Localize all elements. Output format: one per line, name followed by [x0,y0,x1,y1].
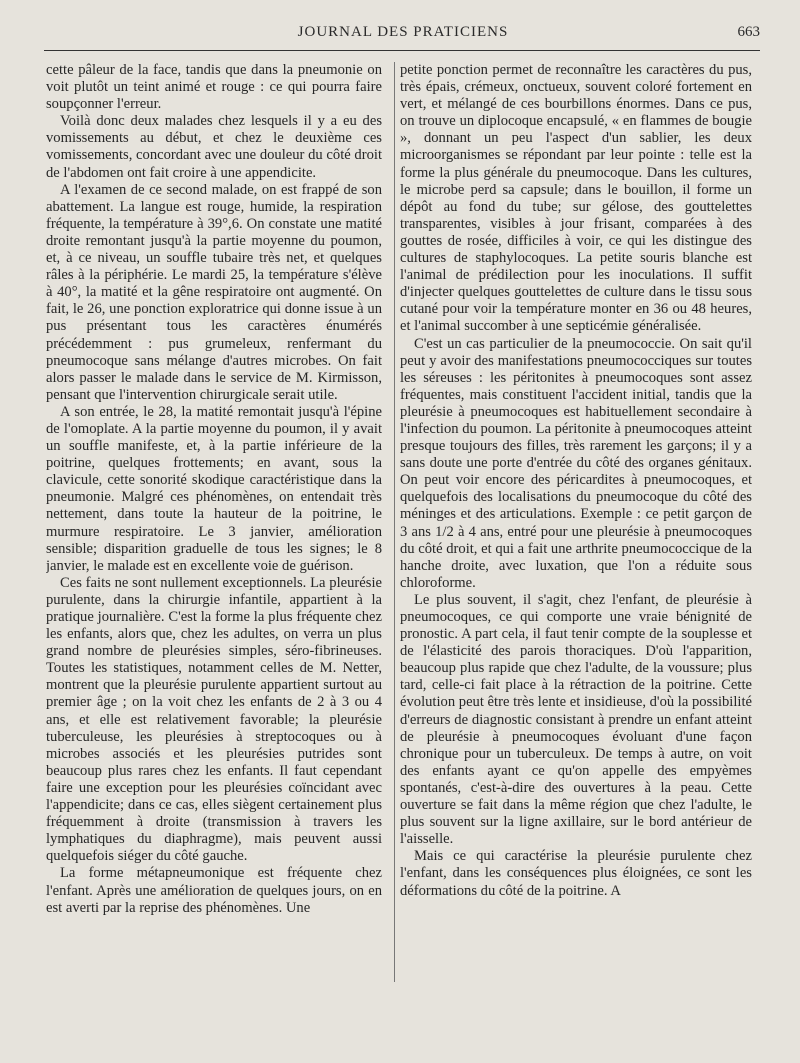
paragraph: Le plus souvent, il s'agit, chez l'enfant, de pleurésie à pneumocoques, ce qui comporte une vraie bénignité de pronostic. A part cela, il faut tenir compte de la souplesse et de l'élasticité des parois thoraciques. D'où l'apparition, beaucoup plus rapide que chez l'adulte, de la voussure; plus tard, celle-ci fait place à la rétraction de la poitrine. Cette évolution peut être très lente et insidieuse, d'où la possibilité d'erreurs de diagnostic consistant à prendre un enfant atteint de pleurésie à pneumocoques évoluant d'une façon chronique pour un tuberculeux. De temps à autre, on voit des enfants ayant ce qu'on appelle des empyèmes spontanés, c'est-à-dire des ouvertures à la peau. Cette ouverture se fait dans la même région que chez l'adulte, le plus souvent sur la ligne axillaire, sur le bord antérieur de l'aisselle. [400,591,752,848]
paragraph: C'est un cas particulier de la pneumococcie. On sait qu'il peut y avoir des manifestations pneumococciques sur toutes les séreuses : les péritonites à pneumocoques sont assez fréquentes, mais constituent l'accident initial, tandis que la pleurésie à pneumocoques est habituellement secondaire à l'infection du poumon. La péritonite à pneumocoques atteint presque toujours des filles, très rarement les garçons; il y a sans doute une porte d'entrée du côté des organes génitaux. On peut voir encore des péricardites à pneumocoques, et quelquefois des localisations du pneumocoque du côté des méninges et des articulations. Exemple : ce petit garçon de 3 ans 1/2 à 4 ans, entré pour une pleurésie à pneumocoques du côté droit, et qui a fait une arthrite pneumococcique de la hanche droite, avec luxation, que l'on a réduite sous chloroforme. [400,335,752,591]
journal-title: JOURNAL DES PRATICIENS [297,24,509,40]
running-header [46,24,760,50]
paragraph: Mais ce qui caractérise la pleurésie purulente chez l'enfant, dans les conséquences plus éloignées, ce sont les déformations du côté de la poitrine. A [400,848,752,899]
paragraph: petite ponction permet de reconnaître les caractères du pus, très épais, crémeux, onctueux, souvent coloré fortement en vert, et mélangé de ces bourbillons énormes. Dans ce pus, on trouve un diplocoque encapsulé, « en flammes de bougie », donnant un peu l'aspect d'un sablier, les deux microorganismes se répondant par leur pointe : telle est la forme la plus générale du pneumocoque. Dans les cultures, le microbe perd sa capsule; dans le bouillon, il forme un dépôt au fond du tube; sur gélose, des gouttelettes transparentes, visibles à jour frisant, comparées à des gouttes de rosée, difficiles à voir, ce qui les distingue des cultures de staphylocoques. La petite souris blanche est l'animal de prédilection pour les inoculations. Il suffit d'injecter quelques gouttelettes de culture dans le tissu sous cutané pour voir la température monter en 36 ou 48 heures, et l'animal succomber à une septicémie généralisée. [400,62,752,335]
paragraph: cette pâleur de la face, tandis que dans la pneumonie on voit plutôt un teint animé et rouge : ce qui pourra faire soupçonner l'erreur. [46,62,382,113]
page-number: 663 [737,24,760,40]
paragraph: Voilà donc deux malades chez lesquels il y a eu des vomissements au début, et chez le deuxième ces vomissements, concordant avec une douleur du côté droit de l'abdomen ont fait croire à une appendicite. [46,113,382,181]
right-column [400,62,752,1052]
paragraph: Ces faits ne sont nullement exceptionnels. La pleurésie purulente, dans la chirurgie infantile, appartient à la pratique journalière. C'est la forme la plus fréquente chez les enfants, alors que, chez les adultes, on verra un plus grand nombre de pleurésies simples, séro-fibrineuses. Toutes les statistiques, notamment celles de M. Netter, montrent que la pleurésie purulente appartient surtout au premier âge ; on la voit chez les enfants de 2 à 3 ou 4 ans, et elle est relativement favorable; la pleurésie tuberculeuse, les pleurésies à streptocoques ou à microbes associés et les pleurésies putrides sont beaucoup plus rares chez les enfants. Il faut cependant faire une exception pour les pleurésies coïncidant avec l'appendicite; dans ce cas, elles siègent certainement plus fréquemment à droite (transmission à travers les lymphatiques du diaphragme), mais peuvent aussi quelquefois siéger du côté gauche. [46,574,382,865]
column-divider [394,62,395,982]
paragraph: La forme métapneumonique est fréquente chez l'enfant. Après une amélioration de quelques jours, on en est averti par la reprise des phénomènes. Une [46,865,382,916]
paragraph: A l'examen de ce second malade, on est frappé de son abattement. La langue est rouge, humide, la respiration fréquente, la température à 39°,6. On constate une matité droite remontant jusqu'à la partie moyenne du poumon, et, à ce niveau, un souffle tubaire très net, et quelques râles à la périphérie. Le mardi 25, la température s'élève à 40°, la matité et la gêne respiratoire ont augmenté. On fait, le 26, une ponction exploratrice qui donne issue à un pus présentant tous les caractères énumérés précédemment : pus grumeleux, renfermant du pneumocoque sans mélange d'autres microbes. On fait alors passer le malade dans le service de M. Kirmisson, pensant que l'intervention chirurgicale serait utile. [46,181,382,403]
paragraph: A son entrée, le 28, la matité remontait jusqu'à l'épine de l'omoplate. A la partie moyenne du poumon, il y avait un souffle manifeste, et, à la partie inférieure de la poitrine, quelques frottements; en avant, sous la clavicule, cette sonorité skodique caractéristique dans la pneumonie. Malgré ces phénomènes, on entendait très nettement, dans toute la hauteur de la poitrine, le murmure respiratoire. Le 3 janvier, amélioration sensible; disparition graduelle de tous les signes; le 8 janvier, le malade est en excellente voie de guérison. [46,403,382,574]
left-column [46,62,382,1052]
header-rule [44,50,760,51]
